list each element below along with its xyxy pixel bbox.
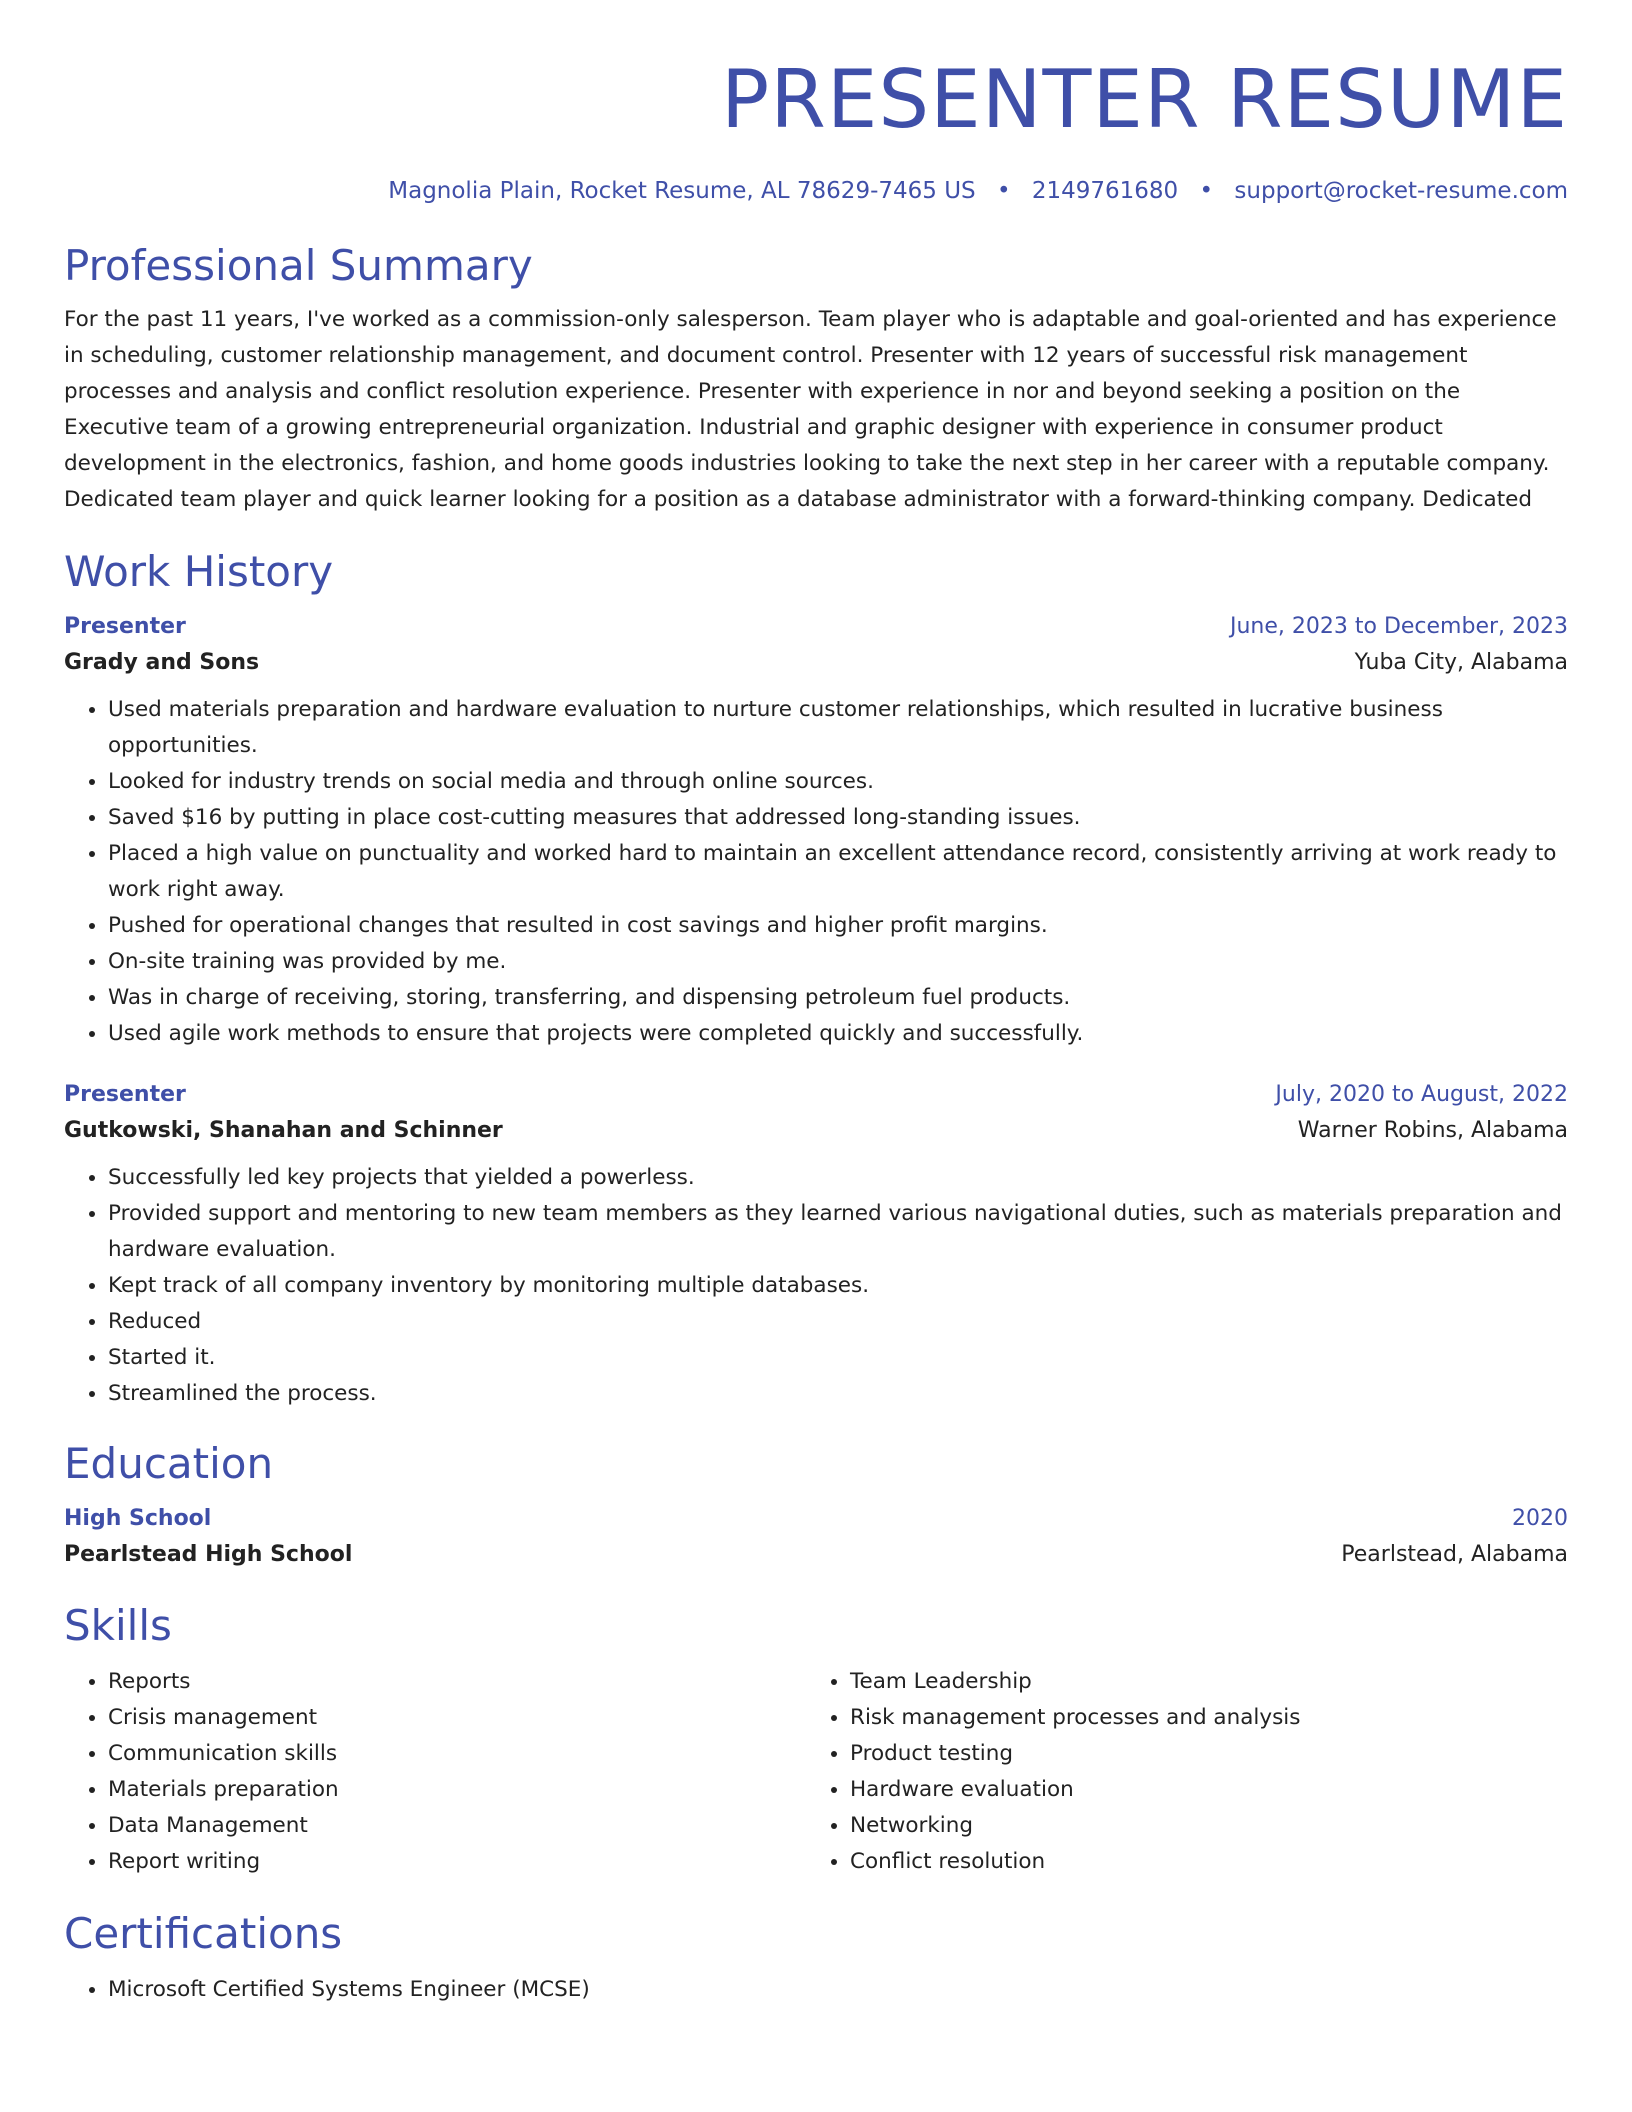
skill-item: • Team Leadership <box>850 1664 1548 1700</box>
education-location: Pearlstead, Alabama <box>1341 1542 1568 1567</box>
job-bullet: • Used materials preparation and hardware evaluation to nurture customer relationships, which resulted in lucrative business opportunities. <box>108 692 1568 764</box>
skill-item: • Crisis management <box>108 1700 806 1736</box>
contact-separator: • <box>996 178 1011 204</box>
job-dates: July, 2020 to August, 2022 <box>1275 1082 1568 1107</box>
certification-item: • Microsoft Certified Systems Engineer (MCSE) <box>108 1972 1568 2008</box>
contact-phone: 2149761680 <box>1031 178 1179 204</box>
job-role: Presenter <box>64 1082 186 1107</box>
section-title-work-history: Work History <box>64 547 334 596</box>
contact-address: Magnolia Plain, Rocket Resume, AL 78629-7465 US <box>388 178 976 204</box>
skill-item: • Report writing <box>108 1844 806 1880</box>
job-company-row <box>64 644 1568 682</box>
job-location: Yuba City, Alabama <box>1354 650 1568 675</box>
job-dates: June, 2023 to December, 2023 <box>1229 614 1568 639</box>
skill-item: • Materials preparation <box>108 1772 806 1808</box>
job-bullet: • Looked for industry trends on social media and through online sources. <box>108 764 1568 800</box>
education-school: Pearlstead High School <box>64 1542 353 1567</box>
job-header-row <box>64 1078 1568 1112</box>
skills-section <box>64 1600 1568 1880</box>
job-location: Warner Robins, Alabama <box>1297 1118 1568 1143</box>
job-bullet: • On-site training was provided by me. <box>108 944 1568 980</box>
summary-section <box>64 240 1568 518</box>
job-bullet: • Was in charge of receiving, storing, transferring, and dispensing petroleum fuel products. <box>108 980 1568 1016</box>
skills-list-left <box>64 1664 806 1880</box>
section-title-skills: Skills <box>64 1601 172 1650</box>
skill-item: • Data Management <box>108 1808 806 1844</box>
job-bullet: • Pushed for operational changes that resulted in cost savings and higher profit margins. <box>108 908 1568 944</box>
skill-item: • Conflict resolution <box>850 1844 1548 1880</box>
skill-item: • Hardware evaluation <box>850 1772 1548 1808</box>
work-history-section <box>64 546 1568 1412</box>
contact-separator: • <box>1199 178 1214 204</box>
skill-item: • Risk management processes and analysis <box>850 1700 1548 1736</box>
skill-item: • Product testing <box>850 1736 1548 1772</box>
job-bullet: • Started it. <box>108 1340 1568 1376</box>
education-year: 2020 <box>1512 1506 1568 1531</box>
job-bullet-list <box>64 1160 1568 1412</box>
contact-email: support@rocket-resume.com <box>1234 178 1568 204</box>
skill-item: • Networking <box>850 1808 1548 1844</box>
skill-item: • Communication skills <box>108 1736 806 1772</box>
job-header-row <box>64 610 1568 644</box>
skills-columns <box>64 1664 1568 1880</box>
education-section <box>64 1438 1568 1574</box>
contact-line <box>64 174 1568 208</box>
job-bullet: • Provided support and mentoring to new team members as they learned various navigational duties, such as materials preparation and hardware evaluation. <box>108 1196 1568 1268</box>
summary-text: For the past 11 years, I've worked as a commission-only salesperson. Team player who is adaptable and goal-oriented and has experience in scheduling, customer relationship management, and document control. Presenter with 12 years of successful risk management processes and analysis and conflict resolution experience. Presenter with experience in nor and beyond seeking a position on the Executive team of a growing entrepreneurial organization. Industrial and graphic designer with experience in consumer product development in the electronics, fashion, and home goods industries looking to take the next step in her career with a reputable company. Dedicated team player and quick learner looking for a position as a database administrator with a forward-thinking company. Dedicated <box>64 307 1557 512</box>
job-bullet-list <box>64 692 1568 1052</box>
job-bullet: • Placed a high value on punctuality and worked hard to maintain an excellent attendance record, consistently arriving at work ready to work right away. <box>108 836 1568 908</box>
job-company: Grady and Sons <box>64 650 260 675</box>
job-company-row <box>64 1112 1568 1150</box>
certifications-list <box>64 1972 1568 2008</box>
job-bullet: • Kept track of all company inventory by monitoring multiple databases. <box>108 1268 1568 1304</box>
skills-list-right <box>806 1664 1548 1880</box>
education-school-row <box>64 1536 1568 1574</box>
job-bullet: • Used agile work methods to ensure that projects were completed quickly and successfully. <box>108 1016 1568 1052</box>
job-entry <box>64 610 1568 1052</box>
skill-item: • Reports <box>108 1664 806 1700</box>
job-bullet: • Successfully led key projects that yielded a powerless. <box>108 1160 1568 1196</box>
job-bullet: • Streamlined the process. <box>108 1376 1568 1412</box>
job-bullet: • Reduced <box>108 1304 1568 1340</box>
resume-name: PRESENTER RESUME <box>720 53 1568 146</box>
resume-header <box>64 52 1568 208</box>
section-title-certifications: Certifications <box>64 1909 343 1958</box>
education-header-row <box>64 1502 1568 1536</box>
job-entry <box>64 1078 1568 1412</box>
section-title-education: Education <box>64 1439 274 1488</box>
section-title-summary: Professional Summary <box>64 241 533 290</box>
job-company: Gutkowski, Shanahan and Schinner <box>64 1118 503 1143</box>
education-degree: High School <box>64 1506 212 1531</box>
job-bullet: • Saved $16 by putting in place cost-cutting measures that addressed long-standing issues. <box>108 800 1568 836</box>
job-role: Presenter <box>64 614 186 639</box>
certifications-section <box>64 1908 1568 2008</box>
